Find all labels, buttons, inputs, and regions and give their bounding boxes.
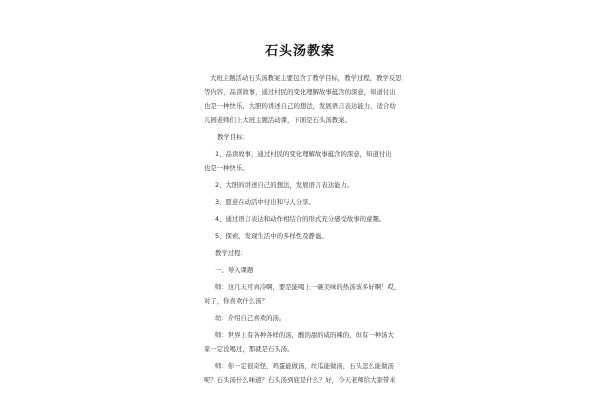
text-line: 师：这几天可真冷啊，要是能喝上一碗美味的热汤该多好啊！哎，	[215, 283, 401, 291]
text-line: 也是一种快乐，大胆的讲述自己的想法，发展语言表达能力，适合幼	[204, 102, 396, 110]
goal-item	[204, 195, 404, 209]
section-heading: 教学过程：	[215, 249, 247, 257]
text-line: 呢？石头汤什么味道？石头汤到底是什么？好，今天老师给大家带来	[204, 376, 396, 384]
intro-paragraph	[204, 71, 404, 127]
text-line: 2、大胆的讲述自己的想法，发展语言表达能力。	[215, 181, 354, 189]
document-body	[204, 71, 404, 390]
text-line: 对了，你喜欢什么汤？	[204, 297, 268, 305]
text-line: 大班主题活动石头汤教案主要包含了教学目标，教学过程，教学反思	[210, 74, 402, 82]
goal-item	[204, 229, 404, 243]
dialogue-paragraph	[204, 311, 404, 325]
text-line: 幼：介绍自己喜欢的汤。	[215, 314, 286, 322]
document-title: 石头汤教案	[264, 44, 335, 59]
text-line: 3、愿意在动活中付出和与人分享。	[215, 198, 315, 206]
dialogue-paragraph	[204, 280, 404, 308]
text-line: 一、导入课题	[215, 266, 254, 274]
text-line: 也是一种快乐。	[204, 164, 249, 172]
step-heading	[204, 263, 404, 277]
text-line: 师：世界上有各种各样的汤，酸的甜的咸的辣的，但有一种汤大	[215, 331, 394, 339]
goal-item	[204, 212, 404, 226]
process-heading	[204, 246, 404, 260]
dialogue-paragraph	[204, 359, 404, 387]
text-line: 等内容，品读故事，通过村民的变化理解故事蕴含的深意，知道付出	[204, 88, 396, 96]
text-line: 师：你一定很奇怪，鸡蛋能做汤，丝瓜能做汤，石头怎么能做汤	[215, 362, 394, 370]
goal-item	[204, 147, 404, 175]
goal-item	[204, 178, 404, 192]
text-line: 儿园老师们上大班主题活动课，下面是石头汤教案。	[204, 116, 351, 124]
dialogue-paragraph	[204, 328, 404, 356]
text-line: 家一定没喝过，那就是石头汤。	[204, 345, 294, 353]
text-line: 4、通过语言表达和动作相结合的形式充分感受故事的童趣。	[215, 215, 386, 223]
text-line: 1、品读故事，通过村民的变化理解故事蕴含的深意，知道付出	[215, 150, 392, 158]
section-heading: 教学目标：	[217, 133, 249, 141]
text-line: 5、探索、发现生活中的多样性及静谧。	[215, 232, 328, 240]
goals-heading	[204, 130, 404, 144]
